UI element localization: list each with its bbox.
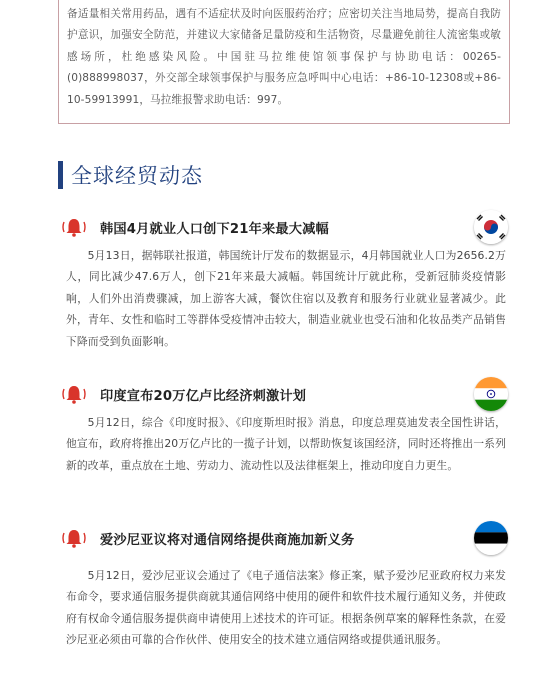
notice-box [58, 0, 510, 124]
news-body: 5月12日，爱沙尼亚议会通过了《电子通信法案》修正案，赋予爱沙尼亚政府权力来发布命令，要求通信服务提供商就其通信网络中使用的硬件和软件技术履行通知义务，并使政府有权命令通信服务提供商申请使用上述技术的许可证。根据条例草案的解释性条款，在爱沙尼亚必须由可靠的合作伙伴、使用安全的技术建立通信网络或提供通讯服务。 [66, 569, 506, 647]
south-korea-flag-icon [474, 210, 508, 244]
news-title: 爱沙尼亚议将对通信网络提供商施加新义务 [100, 532, 355, 548]
notice-text: 备适量相关常用药品，遇有不适症状及时向医服药治疗；应密切关注当地局势，提高自我防护意识，加强安全防范，并建议大家储备足量防疫和生活物资，尽量避免前往人流密集或敏感场所，杜绝感染风险。中国驻马拉维使馆领事保护与协助电话：00265-(0)888998037，外交部全球领事保护与服务应急呼叫中心电话：+86-10-12308或+86-10-59913991，马拉维报警求助电话：997。 [67, 8, 501, 106]
section-title: 全球经贸动态 [71, 164, 203, 188]
news-header [62, 377, 508, 411]
estonia-flag-icon [474, 521, 508, 555]
news-header [62, 521, 508, 555]
section-header [58, 160, 203, 190]
news-body: 5月12日，综合《印度时报》、《印度斯坦时报》消息，印度总理莫迪发表全国性讲话，他宣布，政府将推出20万亿卢比的一揽子计划，以帮助恢复该国经济，同时还将推出一系列新的改革，重点放在土地、劳动力、流动性以及法律框架上，推动印度自力更生。 [66, 416, 506, 472]
news-body: 5月13日，据韩联社报道，韩国统计厅发布的数据显示，4月韩国就业人口为2656.2万人，同比减少47.6万人，创下21年来最大减幅。韩国统计厅就此称，受新冠肺炎疫情影响，人们外出消费骤减，加上游客大减，餐饮住宿以及教育和服务行业就业显著减少。此外，青年、女性和临时工等群体受疫情冲击较大，制造业就业也受石油和化妆品类产品销售下降而受到负面影响。 [66, 249, 506, 348]
alarm-bell-icon [62, 527, 86, 549]
news-header [62, 210, 508, 244]
news-title: 印度宣布20万亿卢比经济刺激计划 [100, 388, 307, 404]
alarm-bell-icon [62, 216, 86, 238]
india-flag-icon [474, 377, 508, 411]
alarm-bell-icon [62, 383, 86, 405]
news-title: 韩国4月就业人口创下21年来最大减幅 [100, 221, 329, 237]
section-accent-bar [58, 161, 63, 189]
